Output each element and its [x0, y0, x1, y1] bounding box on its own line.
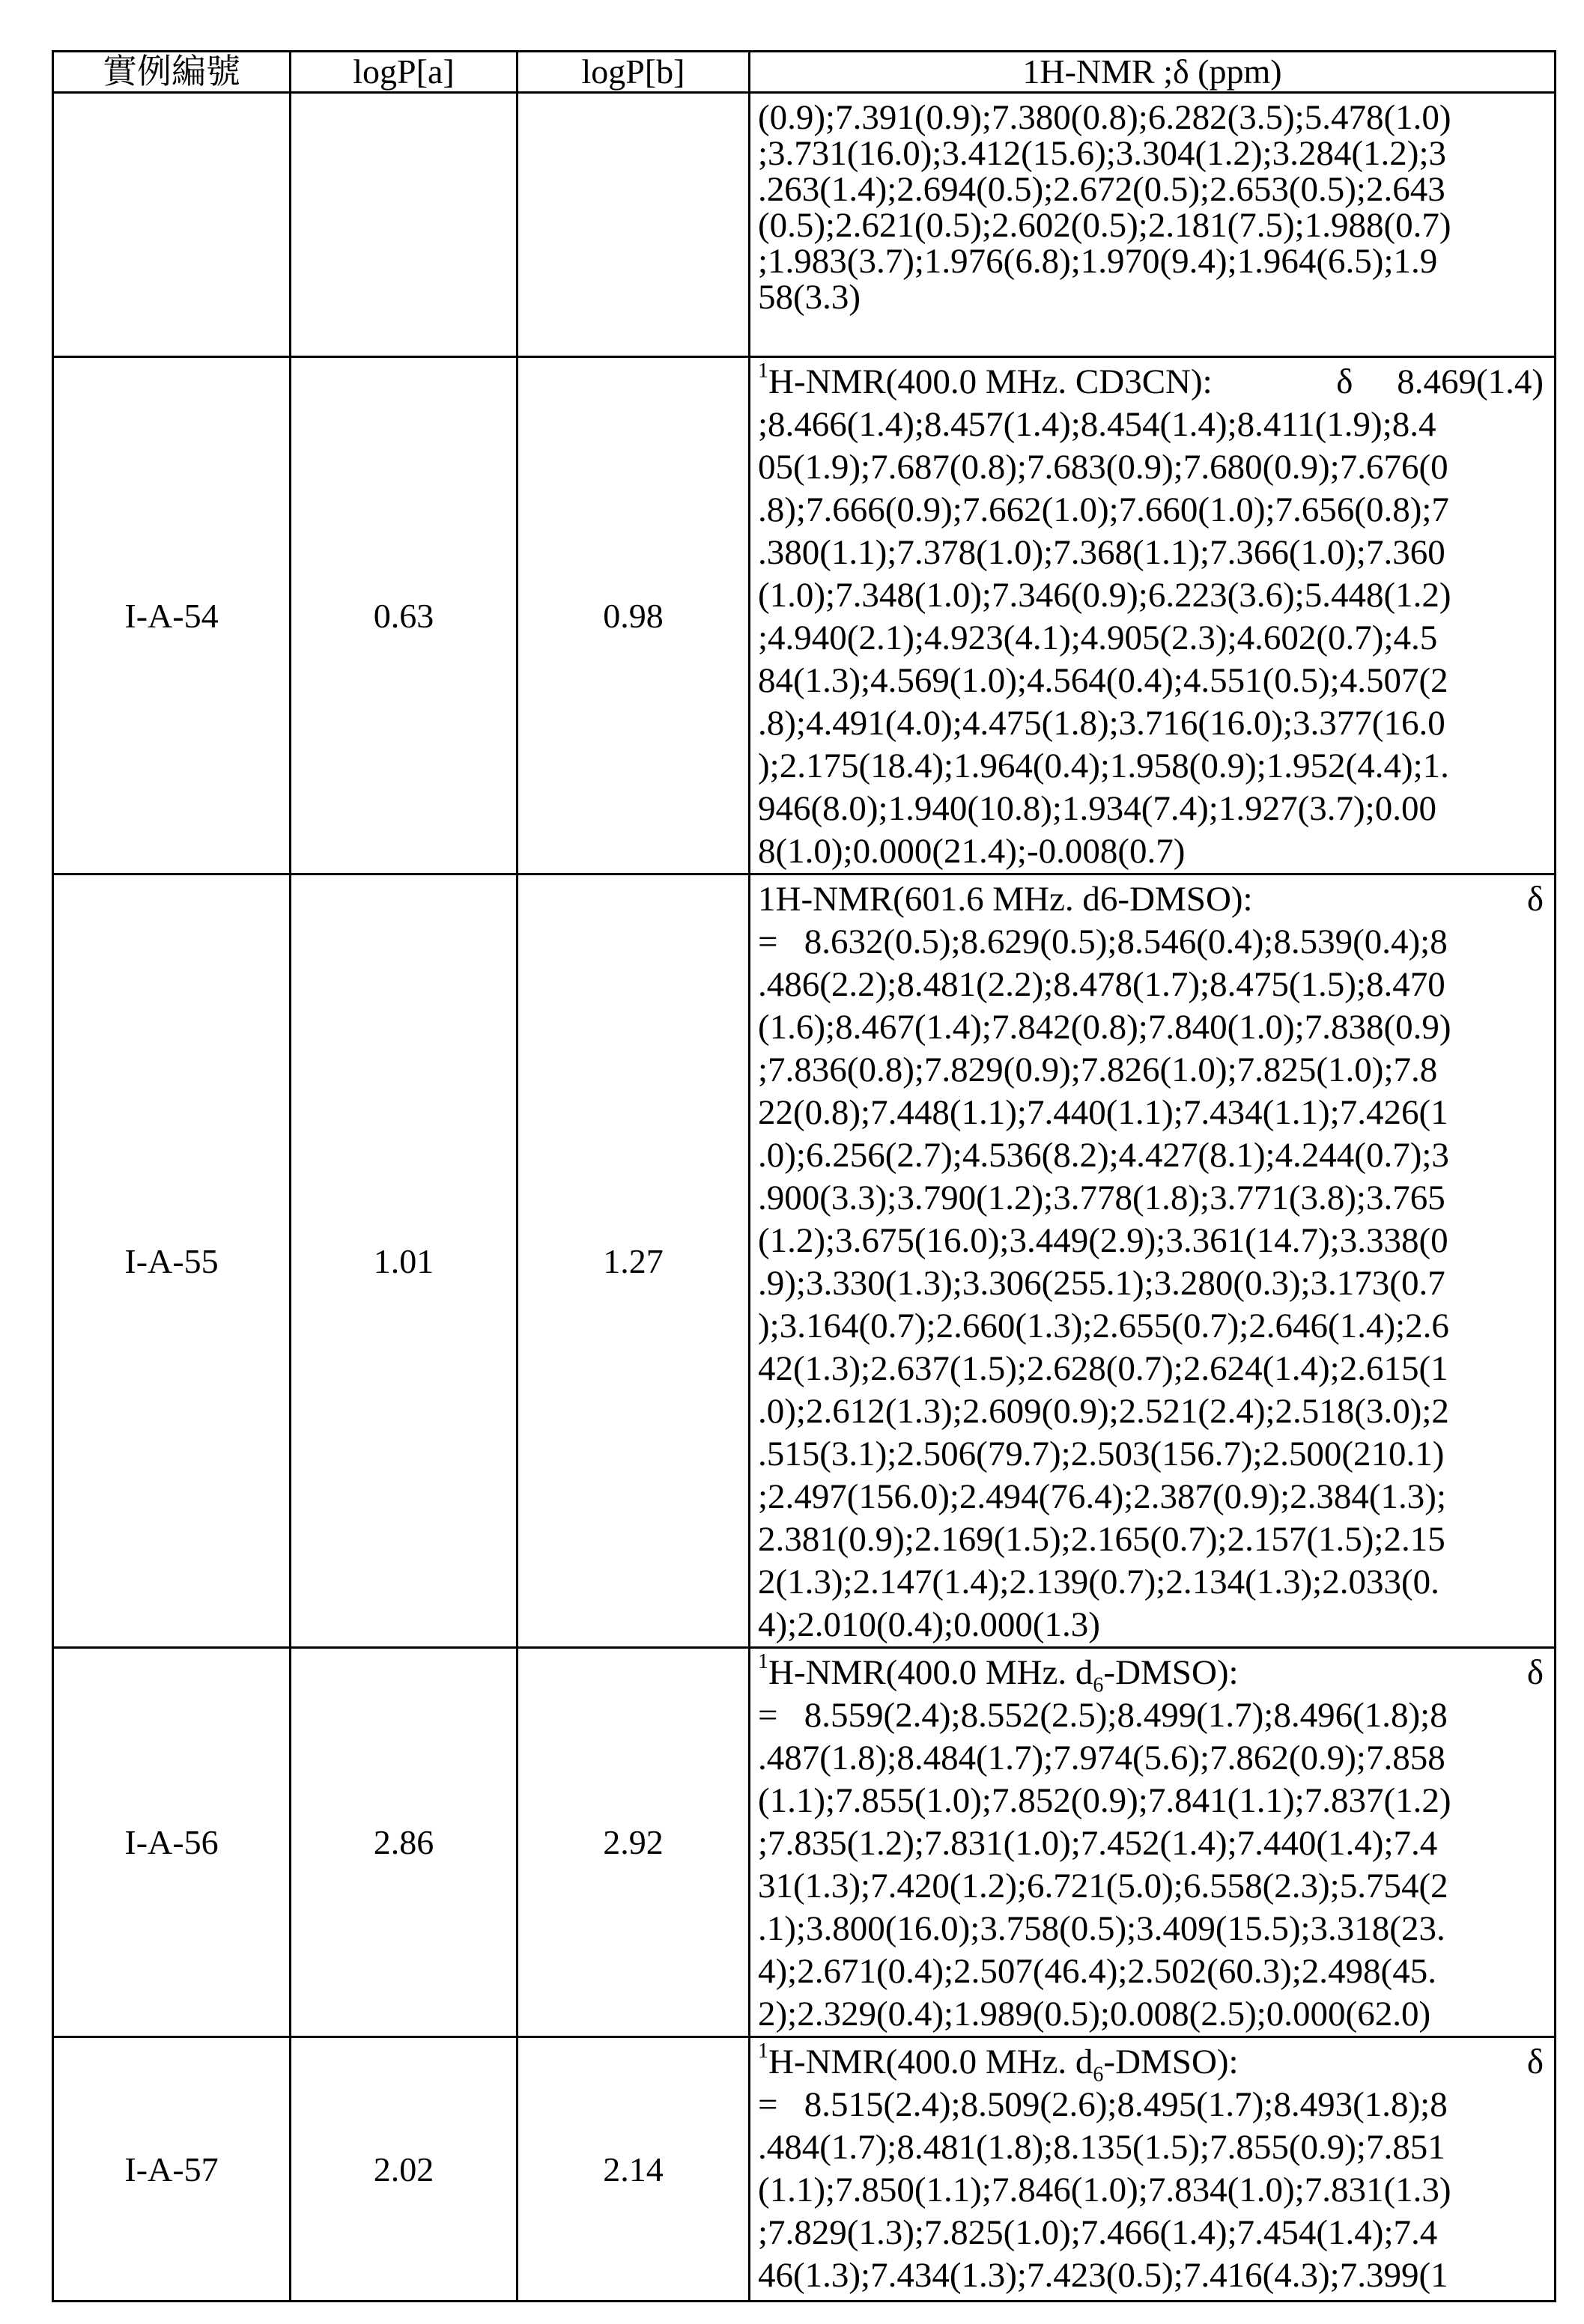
nmr-text-line: (1.1);7.850(1.1);7.846(1.0);7.834(1.0);7.831(1.3): [758, 2169, 1544, 2212]
table-row: [53, 874, 1556, 1648]
nmr-text-line: .0);2.612(1.3);2.609(0.9);2.521(2.4);2.518(3.0);2: [758, 1390, 1544, 1433]
logp-b-cell: 2.92: [518, 1648, 750, 2037]
example-number-cell: I-A-57: [53, 2037, 291, 2302]
nmr-data-table: [52, 50, 1556, 2302]
nmr-text-line: .8);7.666(0.9);7.662(1.0);7.660(1.0);7.656(0.8);7: [758, 489, 1544, 532]
nmr-text-line: ;2.497(156.0);2.494(76.4);2.387(0.9);2.384(1.3);: [758, 1476, 1544, 1518]
header-row: [53, 52, 1556, 93]
nmr-text-line: ;4.940(2.1);4.923(4.1);4.905(2.3);4.602(0.7);4.5: [758, 617, 1544, 660]
nmr-instrument-label: [758, 878, 1253, 921]
delta-symbol: δ: [1527, 1652, 1544, 1694]
table-row: [53, 93, 1556, 357]
nmr-text-line: ;7.836(0.8);7.829(0.9);7.826(1.0);7.825(1.0);7.8: [758, 1049, 1544, 1092]
nmr-cell: [750, 357, 1556, 874]
nmr-text-line: (0.5);2.621(0.5);2.602(0.5);2.181(7.5);1.988(0.7): [758, 207, 1544, 243]
nmr-text-line: .1);3.800(16.0);3.758(0.5);3.409(15.5);3.318(23.: [758, 1908, 1544, 1950]
nmr-text-line: 4);2.010(0.4);0.000(1.3): [758, 1604, 1544, 1646]
subscript: 6: [1093, 2063, 1103, 2086]
text-segment: -DMSO):: [1103, 1653, 1238, 1692]
table-row: [53, 2037, 1556, 2302]
nmr-instrument-label: [758, 1652, 1239, 1694]
table-row: [53, 357, 1556, 874]
nmr-text-line: .487(1.8);8.484(1.7);7.974(5.6);7.862(0.9);7.858: [758, 1737, 1544, 1780]
logp-a-cell: 2.02: [291, 2037, 518, 2302]
logp-b-cell: 2.14: [518, 2037, 750, 2302]
nmr-text-line: 84(1.3);4.569(1.0);4.564(0.4);4.551(0.5);4.507(2: [758, 660, 1544, 702]
nmr-text-line: = 8.559(2.4);8.552(2.5);8.499(1.7);8.496(1.8);8: [758, 1694, 1544, 1737]
nmr-text-line: (0.9);7.391(0.9);7.380(0.8);6.282(3.5);5.478(1.0): [758, 100, 1544, 136]
text-segment: -DMSO):: [1103, 2042, 1238, 2081]
nmr-text-line: (1.1);7.855(1.0);7.852(0.9);7.841(1.1);7.837(1.2): [758, 1780, 1544, 1822]
nmr-text-line: .486(2.2);8.481(2.2);8.478(1.7);8.475(1.5);8.470: [758, 964, 1544, 1006]
nmr-text-line: 8(1.0);0.000(21.4);-0.008(0.7): [758, 830, 1544, 873]
delta-symbol: δ 8.469(1.4): [1336, 361, 1544, 404]
header-nmr: 1H-NMR ;δ (ppm): [750, 52, 1556, 93]
nmr-text-line: ;8.466(1.4);8.457(1.4);8.454(1.4);8.411(1.9);8.4: [758, 404, 1544, 446]
text-segment: H-NMR(400.0 MHz. d: [768, 1653, 1093, 1692]
nmr-text-line: .0);6.256(2.7);4.536(8.2);4.427(8.1);4.244(0.7);3: [758, 1134, 1544, 1177]
nmr-text-line: 2(1.3);2.147(1.4);2.139(0.7);2.134(1.3);2.033(0.: [758, 1561, 1544, 1604]
nmr-header-line: [758, 361, 1544, 404]
nmr-instrument-label: [758, 361, 1213, 404]
nmr-text-line: 58(3.3): [758, 279, 1544, 315]
nmr-cell: [750, 1648, 1556, 2037]
nmr-text-line: .900(3.3);3.790(1.2);3.778(1.8);3.771(3.8);3.765: [758, 1177, 1544, 1220]
nmr-text-line: ;7.835(1.2);7.831(1.0);7.452(1.4);7.440(1.4);7.4: [758, 1822, 1544, 1865]
header-example-number: 實例編號: [53, 52, 291, 93]
nmr-instrument-label: [758, 2041, 1239, 2084]
superscript: 1: [758, 1650, 768, 1673]
text-segment: H-NMR(400.0 MHz. d: [768, 2042, 1093, 2081]
nmr-text-line: .515(3.1);2.506(79.7);2.503(156.7);2.500(210.1): [758, 1433, 1544, 1476]
nmr-text-line: ;7.829(1.3);7.825(1.0);7.466(1.4);7.454(1.4);7.4: [758, 2212, 1544, 2254]
nmr-header-line: [758, 1652, 1544, 1694]
nmr-text-line: (1.6);8.467(1.4);7.842(0.8);7.840(1.0);7.838(0.9): [758, 1006, 1544, 1049]
nmr-text-line: ;1.983(3.7);1.976(6.8);1.970(9.4);1.964(6.5);1.9: [758, 243, 1544, 279]
nmr-text-line: .380(1.1);7.378(1.0);7.368(1.1);7.366(1.0);7.360: [758, 532, 1544, 574]
header-logp-b: logP[b]: [518, 52, 750, 93]
nmr-text-line: .484(1.7);8.481(1.8);8.135(1.5);7.855(0.9);7.851: [758, 2126, 1544, 2169]
nmr-text-line: .9);3.330(1.3);3.306(255.1);3.280(0.3);3.173(0.7: [758, 1262, 1544, 1305]
nmr-text-line: = 8.515(2.4);8.509(2.6);8.495(1.7);8.493(1.8);8: [758, 2084, 1544, 2126]
text-segment: H-NMR(400.0 MHz. CD3CN):: [768, 362, 1213, 401]
logp-a-cell: 1.01: [291, 874, 518, 1648]
nmr-text-line: 42(1.3);2.637(1.5);2.628(0.7);2.624(1.4);2.615(1: [758, 1348, 1544, 1390]
logp-b-cell: [518, 93, 750, 357]
superscript: 1: [758, 2039, 768, 2063]
nmr-text-line: );2.175(18.4);1.964(0.4);1.958(0.9);1.952(4.4);1.: [758, 745, 1544, 788]
nmr-text-line: 22(0.8);7.448(1.1);7.440(1.1);7.434(1.1);7.426(1: [758, 1092, 1544, 1134]
nmr-header-line: [758, 2041, 1544, 2084]
nmr-text-line: );3.164(0.7);2.660(1.3);2.655(0.7);2.646(1.4);2.6: [758, 1305, 1544, 1348]
nmr-text-line: 2);2.329(0.4);1.989(0.5);0.008(2.5);0.000(62.0): [758, 1993, 1544, 2036]
nmr-text-line: (1.0);7.348(1.0);7.346(0.9);6.223(3.6);5.448(1.2): [758, 574, 1544, 617]
subscript: 6: [1093, 1673, 1103, 1697]
nmr-text-line: .263(1.4);2.694(0.5);2.672(0.5);2.653(0.5);2.643: [758, 171, 1544, 207]
delta-symbol: δ: [1527, 878, 1544, 921]
example-number-cell: I-A-55: [53, 874, 291, 1648]
nmr-text-line: 946(8.0);1.940(10.8);1.934(7.4);1.927(3.7);0.00: [758, 788, 1544, 830]
text-segment: 1H-NMR(601.6 MHz. d6-DMSO):: [758, 880, 1253, 919]
nmr-cell: [750, 874, 1556, 1648]
logp-a-cell: 0.63: [291, 357, 518, 874]
header-logp-a: logP[a]: [291, 52, 518, 93]
logp-b-cell: 1.27: [518, 874, 750, 1648]
delta-symbol: δ: [1527, 2041, 1544, 2084]
nmr-text-line: = 8.632(0.5);8.629(0.5);8.546(0.4);8.539(0.4);8: [758, 921, 1544, 964]
logp-b-cell: 0.98: [518, 357, 750, 874]
nmr-header-line: [758, 878, 1544, 921]
nmr-text-line: 46(1.3);7.434(1.3);7.423(0.5);7.416(4.3);7.399(1: [758, 2254, 1544, 2297]
nmr-text-line: 31(1.3);7.420(1.2);6.721(5.0);6.558(2.3);5.754(2: [758, 1865, 1544, 1908]
nmr-cell: [750, 93, 1556, 357]
nmr-cell: [750, 2037, 1556, 2302]
example-number-cell: I-A-54: [53, 357, 291, 874]
logp-a-cell: 2.86: [291, 1648, 518, 2037]
nmr-text-line: ;3.731(16.0);3.412(15.6);3.304(1.2);3.284(1.2);3: [758, 136, 1544, 171]
nmr-text-line: 05(1.9);7.687(0.8);7.683(0.9);7.680(0.9);7.676(0: [758, 446, 1544, 489]
logp-a-cell: [291, 93, 518, 357]
superscript: 1: [758, 359, 768, 383]
example-number-cell: [53, 93, 291, 357]
nmr-text-line: 2.381(0.9);2.169(1.5);2.165(0.7);2.157(1.5);2.15: [758, 1518, 1544, 1561]
example-number-cell: I-A-56: [53, 1648, 291, 2037]
nmr-text-line: 4);2.671(0.4);2.507(46.4);2.502(60.3);2.498(45.: [758, 1950, 1544, 1993]
nmr-text-line: (1.2);3.675(16.0);3.449(2.9);3.361(14.7);3.338(0: [758, 1220, 1544, 1262]
nmr-text-line: .8);4.491(4.0);4.475(1.8);3.716(16.0);3.377(16.0: [758, 702, 1544, 745]
table-row: [53, 1648, 1556, 2037]
